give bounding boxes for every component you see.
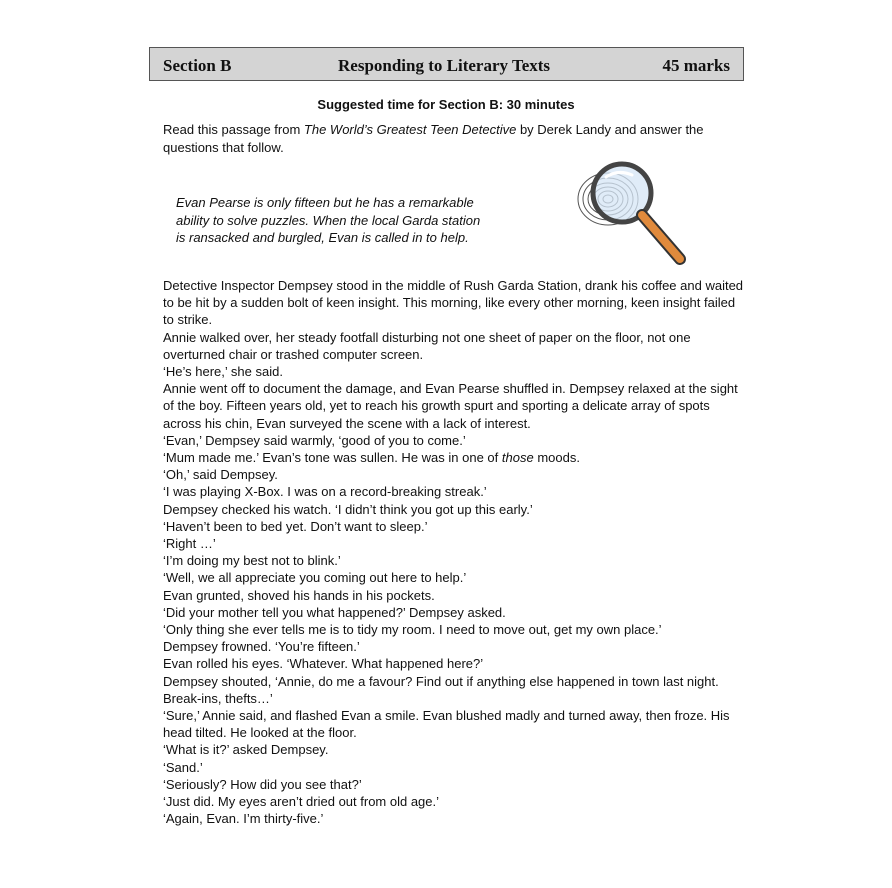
passage-line: ‘Sand.’ [163,759,203,775]
passage-line: ‘Just did. My eyes aren’t dried out from old age.’ [163,794,440,810]
passage-line: ‘Haven’t been to bed yet. Don’t want to sleep.’ [163,518,428,534]
passage-line: Annie went off to document the damage, and Evan Pearse shuffled in. Dempsey relaxed at the sight of the boy. Fifteen years old, yet to reach his growth spurt and sporting a delicate array of spots across his chin, Evan surveyed the scene with a lack of interest. [163,381,738,431]
section-header [149,47,744,81]
passage-line: ‘Sure,’ Annie said, and flashed Evan a smile. Evan blushed madly and turned away, then froze. His head tilted. He looked at the floor. [163,708,730,741]
passage-line: ‘Well, we all appreciate you coming out here to help.’ [163,570,467,586]
passage-line: ‘Only thing she ever tells me is to tidy my room. I need to move out, get my own place.’ [163,622,662,638]
magnifying-glass-fingerprint-icon [560,155,690,267]
passage-line: Evan grunted, shoved his hands in his pockets. [163,587,435,603]
passage-line: ‘I’m doing my best not to blink.’ [163,553,341,569]
passage-line: Dempsey checked his watch. ‘I didn’t think you got up this early.’ [163,501,533,517]
passage-line: Dempsey shouted, ‘Annie, do me a favour? Find out if anything else happened in town last night. Break-ins, thefts…’ [163,673,719,706]
section-title: Responding to Literary Texts [338,56,551,75]
passage-line: ‘Again, Evan. I’m thirty-five.’ [163,811,324,827]
passage-line: ‘Did your mother tell you what happened?’ Dempsey asked. [163,604,506,620]
passage-line: ‘Right …’ [163,536,216,552]
passage-line: Evan rolled his eyes. ‘Whatever. What happened here?’ [163,656,484,672]
emphasis-text: those [501,450,534,466]
passage-line: ‘Oh,’ said Dempsey. [163,467,278,483]
intro-text-after: by Derek Landy and answer the questions that follow. [163,122,704,155]
story-passage [163,277,745,828]
intro-text-before: Read this passage from [163,122,304,137]
suggested-time: Suggested time for Section B: 30 minutes [317,97,575,112]
section-label: Section B [163,56,232,75]
passage-line: ‘I was playing X-Box. I was on a record-breaking streak.’ [163,484,487,500]
passage-line: ‘Seriously? How did you see that?’ [163,776,362,792]
passage-line: ‘He’s here,’ she said. [163,364,283,380]
section-marks: 45 marks [662,56,730,75]
passage-line: Detective Inspector Dempsey stood in the middle of Rush Garda Station, drank his coffee and waited to be hit by a sudden bolt of keen insight. This morning, like every other morning, keen insight failed to strike. [163,278,744,328]
context-note: Evan Pearse is only fifteen but he has a remarkable ability to solve puzzles. When the local Garda station is ransacked and burgled, Evan is called in to help. [176,195,481,245]
passage-text: moods. [533,450,580,466]
passage-line [163,449,745,466]
book-title: The World’s Greatest Teen Detective [303,122,517,137]
passage-line: ‘Evan,’ Dempsey said warmly, ‘good of you to come.’ [163,432,466,448]
passage-line: Dempsey frowned. ‘You’re fifteen.’ [163,639,360,655]
passage-line: Annie walked over, her steady footfall disturbing not one sheet of paper on the floor, not one overturned chair or trashed computer screen. [163,329,691,362]
passage-line: ‘What is it?’ asked Dempsey. [163,742,329,758]
passage-text: ‘Mum made me.’ Evan’s tone was sullen. He was in one of [163,450,502,466]
intro-instructions [163,121,743,156]
